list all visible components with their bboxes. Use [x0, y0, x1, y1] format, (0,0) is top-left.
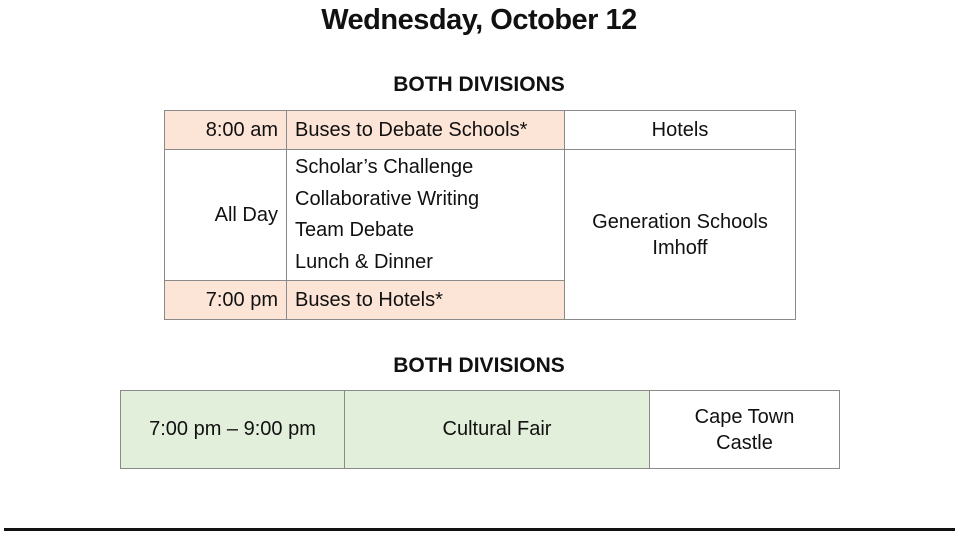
- activity-cell: Buses to Hotels*: [287, 281, 565, 320]
- table-row: [121, 391, 840, 469]
- location-line: Castle: [716, 431, 773, 454]
- location-line: Cape Town: [694, 405, 795, 428]
- activity-cell: Buses to Debate Schools*: [287, 111, 565, 150]
- table-row: [165, 111, 796, 150]
- location-cell: [565, 150, 796, 320]
- section-heading: BOTH DIVISIONS: [393, 354, 565, 377]
- location-cell: Hotels: [565, 111, 796, 150]
- time-cell: All Day: [165, 150, 287, 281]
- activity-item: Team Debate: [295, 219, 414, 241]
- time-cell: 8:00 am: [165, 111, 287, 150]
- activity-item: Collaborative Writing: [295, 187, 480, 210]
- time-cell: 7:00 pm – 9:00 pm: [121, 391, 345, 469]
- location-line: Generation Schools: [592, 210, 768, 233]
- section-heading: BOTH DIVISIONS: [393, 73, 565, 96]
- location-cell: [650, 391, 840, 469]
- bottom-rule: [4, 528, 955, 531]
- time-cell: 7:00 pm: [165, 281, 287, 320]
- activity-cell: [287, 150, 565, 281]
- page-title: Wednesday, October 12: [321, 4, 637, 36]
- location-line: Imhoff: [652, 236, 708, 259]
- activity-item: Lunch & Dinner: [295, 250, 433, 273]
- table-row: [165, 150, 796, 281]
- schedule-table: [164, 110, 796, 320]
- schedule-table: [120, 390, 840, 469]
- activity-cell: Cultural Fair: [345, 391, 650, 469]
- activity-item: Scholar’s Challenge: [295, 156, 474, 178]
